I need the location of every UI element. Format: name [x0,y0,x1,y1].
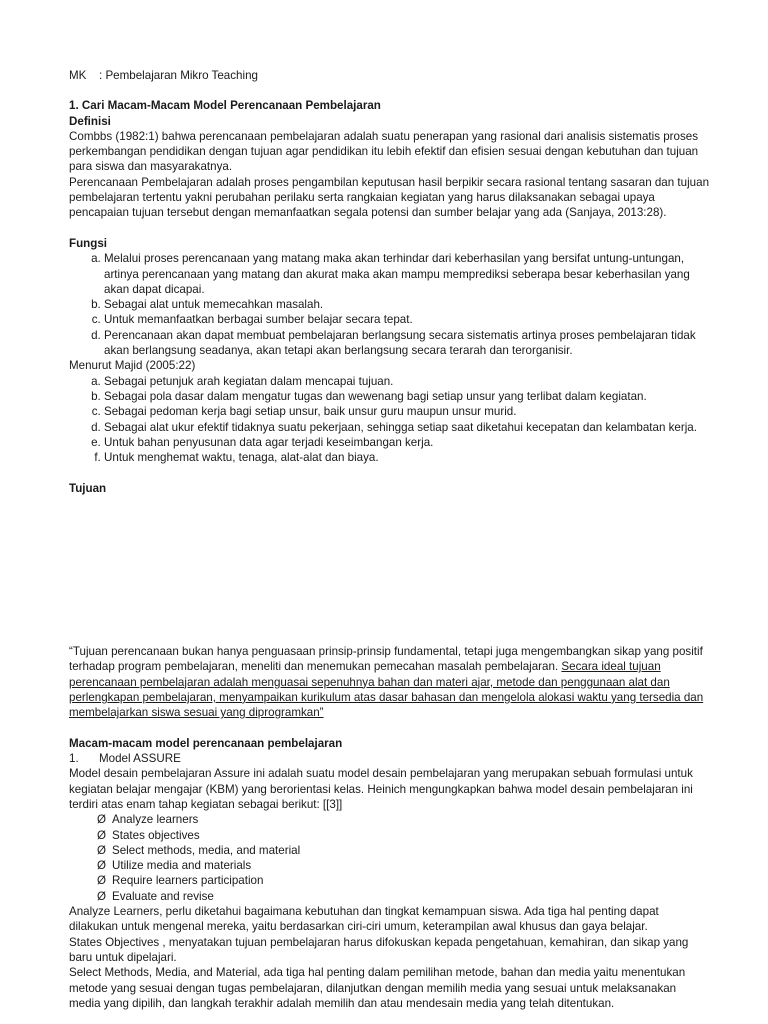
section-title: 1. Cari Macam-Macam Model Perencanaan Pembelajaran [69,99,381,113]
document-content [69,68,709,1011]
model-name: Model ASSURE [99,752,181,766]
analyze-paragraph: Analyze Learners, perlu diketahui bagaimana kebutuhan dan tingkat kemampuan siswa. Ada tiga hal penting dapat dilakukan untuk mengenal mereka, yaitu berdasarkan ciri-ciri umum, keterampilan awal khusus dan gaya belajar. [69,905,659,934]
list-item: Ø States objectives [97,828,200,842]
mk-label: MK [69,69,87,82]
arrow-bullet-icon: Ø [97,813,107,827]
list-item: a. Melalui proses perencanaan yang matang maka akan terhindar dari keberhasilan yang bersifat untung-untungan, artinya perencanaan yang matang dan akurat maka akan mampu memprediksi seberapa besar keberhasilan yang akan dapat dicapai. [104,251,709,297]
list-item: e. Untuk bahan penyusunan data agar terjadi keseimbangan kerja. [104,435,709,450]
tujuan-heading: Tujuan [69,481,107,495]
list-item: Ø Select methods, media, and material [97,843,301,857]
list-item: b. Sebagai alat untuk memecahkan masalah. [104,297,709,312]
course-name: : Pembelajaran Mikro Teaching [99,69,258,82]
list-item: Ø Evaluate and revise [97,889,214,903]
select-paragraph: Select Methods, Media, and Material, ada tiga hal penting dalam pemilihan metode, bahan dan media yaitu menentukan metode yang sesuai dengan tugas pembelajaran, dilanjutkan dengan memilih media yang sesuai untuk melaksanakan media yang dipilih, dan langkah terakhir adalah memilih dan atau mendesain media yang telah ditentukan. [69,966,686,1010]
definisi-heading: Definisi [69,114,111,128]
quote-underlined-text: Secara ideal tujuan perencanaan pembelajaran adalah menguasai sepenuhnya bahan dan materi ajar, metode dan penggunaan alat dan perlengkapan pembelajaran, menyampaikan kurikulum atas dasar bahasan dan mengelola alokasi waktu yang tersedia dan membelajarkan siswa sesuai yang diprogramkan” [69,660,704,720]
list-item: d. Perencanaan akan dapat membuat pembelajaran berlangsung secara sistematis artinya proses pembelajaran tidak akan berlangsung seadanya, akan tetapi akan berlangsung secara terarah dan terorganisir. [104,328,709,359]
states-paragraph: States Objectives , menyatakan tujuan pembelajaran harus difokuskan kepada pengetahuan, kemahiran, dan sikap yang baru untuk dipelajari. [69,935,689,964]
quote-text: “Tujuan perencanaan bukan hanya penguasaan prinsip-prinsip fundamental, tetapi juga mengembangkan sikap yang positif terhadap program pembelajaran, meneliti dan menemukan pemecahan masalah pembelajaran. [69,645,703,674]
assure-steps-list [69,812,709,904]
fungsi-heading: Fungsi [69,236,107,250]
majid-list [69,374,709,466]
arrow-bullet-icon: Ø [97,889,107,903]
arrow-bullet-icon: Ø [97,843,107,857]
arrow-bullet-icon: Ø [97,874,107,888]
list-item: b. Sebagai pola dasar dalam mengatur tugas dan wewenang bagi setiap unsur yang terlibat dalam kegiatan. [104,389,709,404]
fungsi-list [69,251,709,358]
list-item: c. Sebagai pedoman kerja bagi setiap unsur, baik unsur guru maupun unsur murid. [104,404,709,419]
list-item: Ø Require learners participation [97,874,264,888]
definisi-paragraph-1: Combbs (1982:1) bahwa perencanaan pembelajaran adalah suatu penerapan yang rasional dari analisis sistematis proses perkembangan pendidikan dengan tujuan agar pendidikan itu lebih efektif dan efisien sesuai dengan kebutuhan dan tujuan para siswa dan masyarakatnya. [69,129,699,174]
list-item: a. Sebagai petunjuk arah kegiatan dalam mencapai tujuan. [104,374,709,389]
course-line [69,68,709,83]
models-heading: Macam-macam model perencanaan pembelajaran [69,736,343,750]
list-item: f. Untuk menghemat waktu, tenaga, alat-alat dan biaya. [104,450,709,465]
list-item: c. Untuk memanfaatkan berbagai sumber belajar secara tepat. [104,312,709,327]
majid-label: Menurut Majid (2005:22) [69,359,196,373]
list-item: Ø Utilize media and materials [97,859,252,873]
list-item: d. Sebagai alat ukur efektif tidaknya suatu pekerjaan, sehingga setiap saat diketahui kecepatan dan kelambatan kerja. [104,420,709,435]
list-item: Ø Analyze learners [97,813,199,827]
tujuan-quote [69,644,709,720]
definisi-paragraph-2: Perencanaan Pembelajaran adalah proses pengambilan keputusan hasil berpikir secara rasional tentang sasaran dan tujuan pembelajaran tertentu yakni perubahan perilaku serta rangkaian kegiatan yang harus dilaksanakan sebagai upaya pencapaian tujuan tersebut dengan memanfaatkan segala potensi dan sumber belajar yang ada (Sanjaya, 2013:28). [69,175,710,220]
arrow-bullet-icon: Ø [97,828,107,842]
blank-space [69,496,709,644]
model-number: 1. [69,752,79,766]
model-1-paragraph: Model desain pembelajaran Assure ini adalah suatu model desain pembelajaran yang merupakan sebuah formulasi untuk kegiatan belajar mengajar (KBM) yang berorientasi kelas. Heinich mengungkapkan bahwa model desain pembelajaran ini terdiri atas enam tahap kegiatan sebagai berikut: [[3]] [69,767,693,811]
arrow-bullet-icon: Ø [97,859,107,873]
model-1-title [69,751,709,766]
